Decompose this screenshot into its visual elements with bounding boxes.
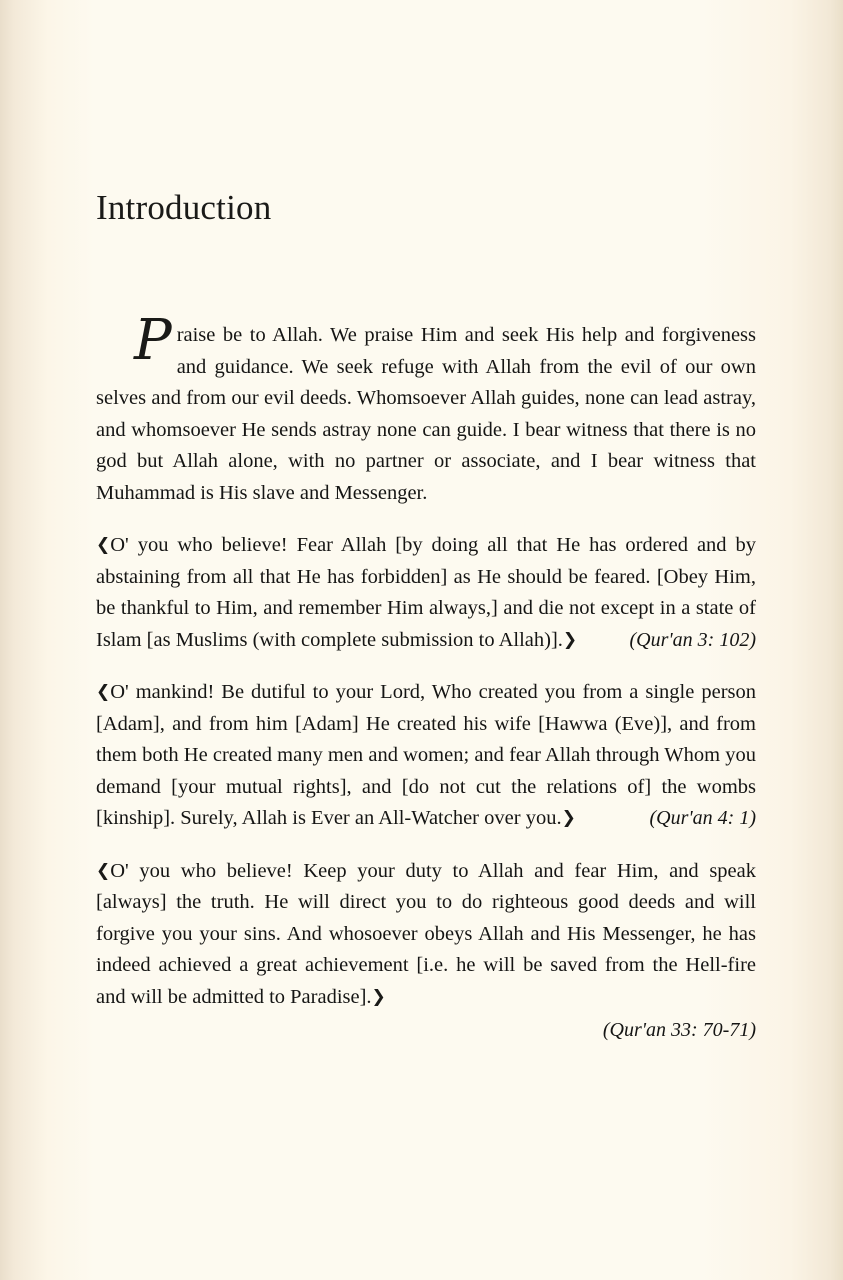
paragraph-quran-3-102: [96, 530, 756, 656]
page-text-column: [96, 0, 756, 1280]
paragraph-praise: [96, 308, 756, 509]
verse-text: O' you who believe! Fear Allah [by doing all that He has ordered and by abstaining from all that He has forbidden] as He should be feared. [Obey Him, be thankful to Him, and remember Him always,] and die not except in a state of Islam [as Muslims (with complete submission to Allah)].: [96, 534, 756, 651]
ornament-open-icon: ❮: [96, 682, 111, 702]
ornament-close-icon: ❯: [561, 808, 576, 828]
paragraph-quran-33-70-71: [96, 856, 756, 1047]
ornament-close-icon: ❯: [371, 986, 386, 1007]
paragraph-quran-4-1: [96, 677, 756, 835]
verse-text: O' mankind! Be dutiful to your Lord, Who created you from a single person [Adam], and from him [Adam] He created his wife [Hawwa (Eve)], and from them both He created many men and women; and fear Allah through Whom you demand [your mutual rights], and [do not cut the relations of] the wombs [kinship]. Surely, Allah is Ever an All-Watcher over you.: [96, 681, 756, 829]
verse-reference: (Qur'an 33: 70-71): [602, 1019, 756, 1041]
ornament-close-icon: ❯: [562, 629, 578, 650]
drop-cap: P: [134, 308, 172, 373]
page-title: Introduction: [96, 188, 272, 227]
paragraph-text: raise be to Allah. We praise Him and seek His help and forgiveness and guidance. We seek refuge with Allah from the evil of our own selves and from our evil deeds. Whomsoever Allah guides, none can lead astray, and whomsoever He sends astray none can guide. I bear witness that there is no god but Allah alone, with no partner or associate, and I bear witness that Muhammad is His slave and Messenger.: [96, 324, 756, 504]
ornament-open-icon: ❮: [96, 860, 111, 881]
verse-reference: (Qur'an 3: 102): [629, 628, 756, 651]
verse-text: O' you who believe! Keep your duty to Allah and fear Him, and speak [always] the truth. He will direct you to do righteous good deeds and will forgive you your sins. And whosoever obeys Allah and His Messenger, he has indeed achieved a great achievement [i.e. he will be saved from the Hell-fire and will be admitted to Paradise].: [96, 859, 756, 1008]
body-text: [96, 308, 756, 1068]
verse-reference: (Qur'an 4: 1): [649, 807, 756, 829]
ornament-open-icon: ❮: [96, 535, 111, 555]
